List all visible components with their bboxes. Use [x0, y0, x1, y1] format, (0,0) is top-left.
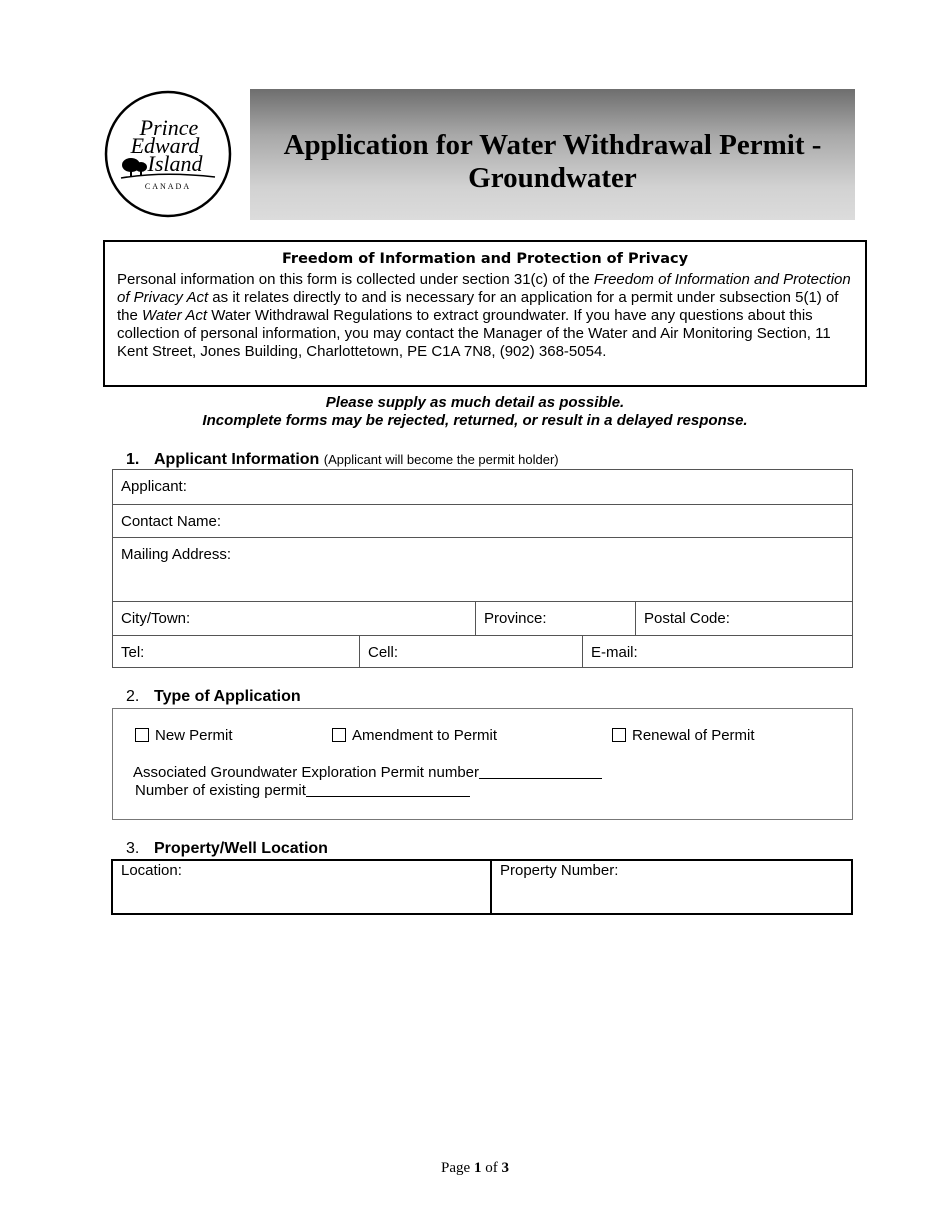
checkbox-icon	[332, 728, 346, 742]
postal-code-field[interactable]: Postal Code:	[635, 602, 852, 635]
checkbox-icon	[135, 728, 149, 742]
page-title: Application for Water Withdrawal Permit - Groundwater	[283, 129, 822, 194]
contact-name-field[interactable]: Contact Name:	[121, 513, 222, 530]
section-heading-applicant: 1. Applicant Information (Applicant will become the permit holder)	[126, 451, 559, 468]
checkbox-icon	[612, 728, 626, 742]
renewal-checkbox[interactable]: Renewal of Permit	[612, 727, 755, 744]
privacy-notice-box	[103, 240, 867, 387]
applicant-field[interactable]: Applicant:	[121, 478, 187, 495]
tel-field[interactable]: Tel:	[121, 644, 145, 661]
title-banner	[250, 89, 855, 220]
svg-text:CANADA: CANADA	[144, 182, 192, 191]
province-field[interactable]: Province:	[475, 602, 635, 635]
svg-text:Prince: Prince	[139, 115, 199, 140]
mailing-address-field[interactable]: Mailing Address:	[121, 546, 232, 563]
property-table	[111, 859, 853, 915]
svg-text:Island: Island	[147, 151, 203, 176]
amendment-checkbox[interactable]: Amendment to Permit	[332, 727, 497, 744]
exploration-permit-blank[interactable]	[479, 765, 602, 779]
privacy-heading: Freedom of Information and Protection of Privacy	[281, 251, 689, 267]
section-heading-type: 2. Type of Application	[126, 688, 301, 705]
pei-logo	[103, 89, 233, 219]
location-field[interactable]: Location:	[121, 862, 182, 879]
cell-field[interactable]: Cell:	[359, 636, 582, 668]
applicant-table	[112, 469, 853, 668]
new-permit-checkbox[interactable]: New Permit	[135, 727, 233, 744]
existing-permit-line: Number of existing permit	[135, 782, 470, 799]
city-field[interactable]: City/Town:	[121, 610, 191, 627]
page-number: Page 1 of 3	[441, 1160, 509, 1176]
email-field[interactable]: E-mail:	[582, 636, 852, 668]
privacy-text: Personal information on this form is collected under section 31(c) of the Freedom of Information and Protection of Privacy Act as it relates directly to and is necessary for an application for a permit under subsection 5(1) of the Water Act Water Withdrawal Regulations to extract groundwater. If you have any questions about this collection of personal information, you may contact the Manager of the Water and Air Monitoring Section, 11 Kent Street, Jones Building, Charlottetown, PE C1A 7N8, (902) 368-5054.	[117, 271, 851, 360]
section-heading-location: 3. Property/Well Location	[126, 840, 328, 857]
exploration-permit-line: Associated Groundwater Exploration Permit number	[133, 764, 602, 781]
property-number-field[interactable]: Property Number:	[490, 861, 851, 913]
svg-text:Edward: Edward	[130, 133, 200, 158]
existing-permit-blank[interactable]	[306, 783, 470, 797]
application-type-box	[112, 708, 853, 820]
detail-notice: Please supply as much detail as possible. Incomplete forms may be rejected, returned, or result in a delayed response.	[202, 394, 748, 429]
